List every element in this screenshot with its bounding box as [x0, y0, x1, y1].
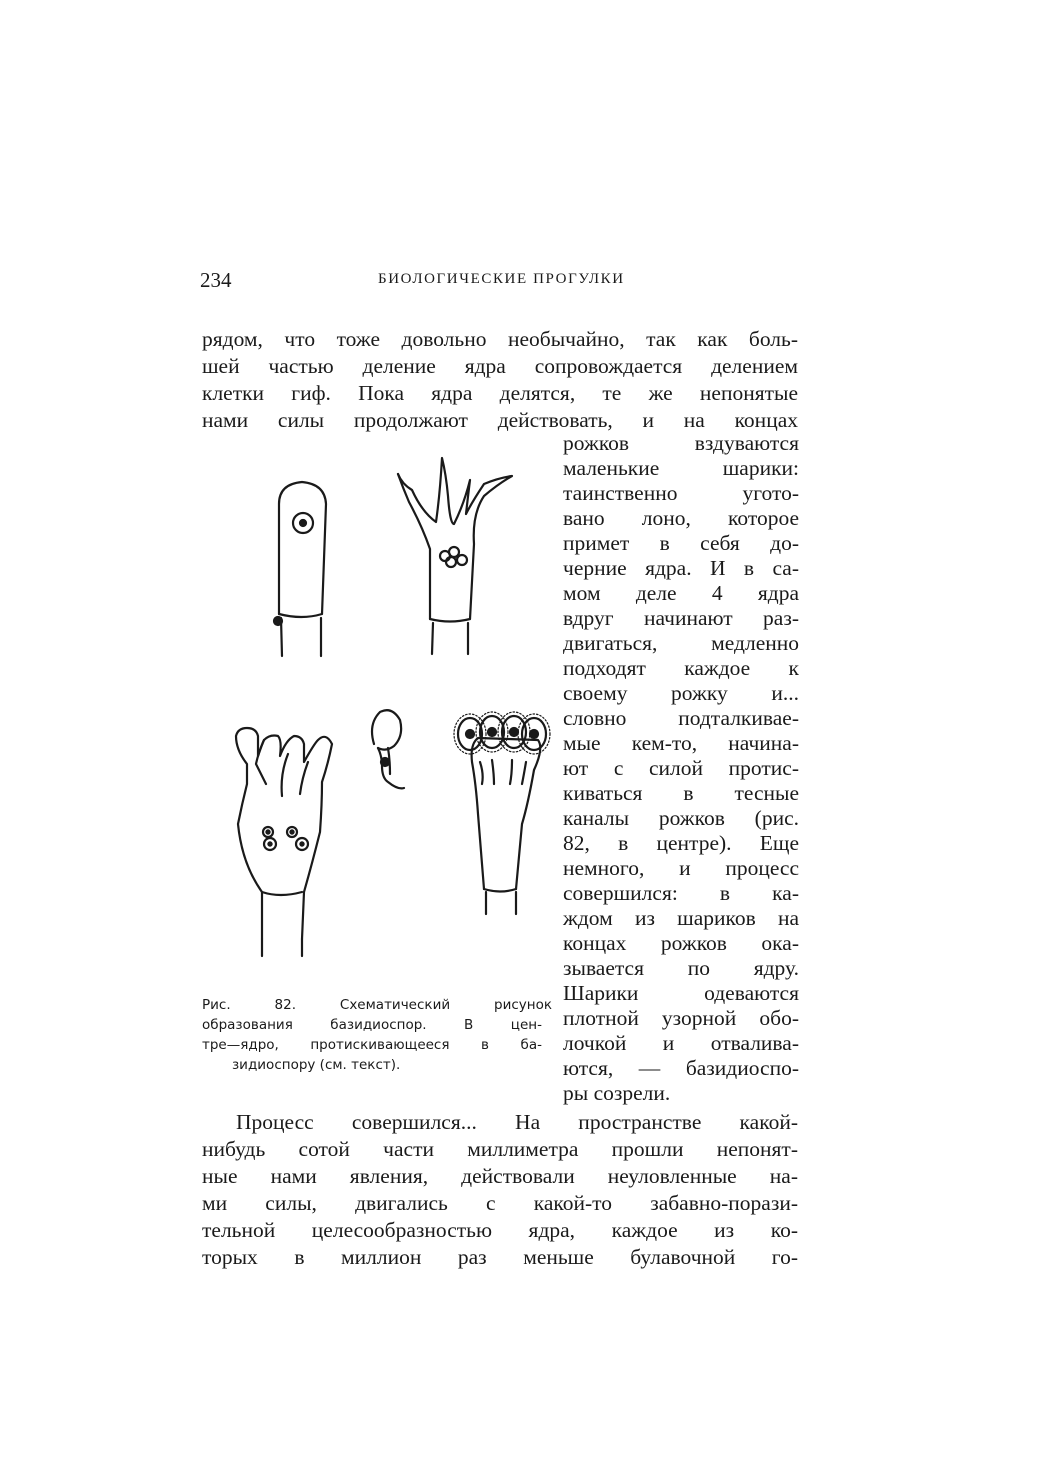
drawing-nucleus-entering-spore: [372, 710, 404, 788]
running-title: БИОЛОГИЧЕСКИЕ ПРОГУЛКИ: [378, 271, 625, 287]
side-text-line: Шарики одеваются: [563, 981, 799, 1005]
side-text-line: примет в себя до-: [563, 531, 799, 555]
side-text-line: совершился: в ка-: [563, 881, 799, 905]
side-text-line: маленькие шарики:: [563, 456, 799, 480]
side-text-line: немного, и процесс: [563, 856, 799, 880]
body-text-line: ми силы, двигались с какой-то забавно-порази-: [202, 1191, 798, 1215]
side-text-line: мые кем-то, начина-: [563, 731, 799, 755]
side-text-line: словно подталкивае-: [563, 706, 799, 730]
side-text-line: вано лоно, которое: [563, 506, 799, 530]
side-text-line: ры созрели.: [563, 1081, 671, 1105]
side-text-line: своему рожку и...: [563, 681, 799, 705]
figure-82: [222, 444, 552, 979]
side-text-line: лочкой и отвалива-: [563, 1031, 799, 1055]
drawing-swollen-tips: [236, 728, 332, 956]
side-text-line: ждом из шариков на: [563, 906, 799, 930]
side-text-line: концах рожков ока-: [563, 931, 799, 955]
drawing-mature-spores: [454, 712, 550, 914]
body-text-line: торых в миллион раз меньше булавочной го-: [202, 1245, 798, 1269]
drawing-young-basidium: [274, 482, 326, 656]
drawing-sterigmata: [398, 458, 512, 654]
page-number: 234: [200, 268, 232, 292]
body-text-line: тельной целесообразностью ядра, каждое из ко-: [202, 1218, 798, 1242]
body-text-line: нибудь сотой части миллиметра прошли непонят-: [202, 1137, 798, 1161]
body-text-line: ные нами явления, действовали неуловленные на-: [202, 1164, 798, 1188]
side-text-line: таинственно угото-: [563, 481, 799, 505]
side-text-line: ют с силой протис-: [563, 756, 799, 780]
body-text-line: клетки гиф. Пока ядра делятся, те же непонятые: [202, 381, 798, 405]
side-text-line: 82, в центре). Еще: [563, 831, 799, 855]
basidiospore-drawings: [222, 444, 552, 979]
side-text-line: мом деле 4 ядра: [563, 581, 799, 605]
side-text-line: вдруг начинают раз-: [563, 606, 799, 630]
figure-caption-line: тре—ядро, протискивающееся в ба-: [202, 1037, 542, 1053]
figure-caption-line: зидиоспору (см. текст).: [232, 1057, 401, 1073]
side-text-line: черние ядра. И в са-: [563, 556, 799, 580]
side-text-line: рожков вздуваются: [563, 431, 799, 455]
body-text-line: нами силы продолжают действовать, и на концах: [202, 408, 798, 432]
side-text-line: ются, — базидиоспо-: [563, 1056, 799, 1080]
body-text-line: рядом, что тоже довольно необычайно, так как боль-: [202, 327, 798, 351]
side-text-line: киваться в тесные: [563, 781, 799, 805]
figure-caption-line: образования базидиоспор. В цен-: [202, 1017, 542, 1033]
side-text-line: двигаться, медленно: [563, 631, 799, 655]
page-header: [200, 268, 810, 298]
side-text-line: плотной узорной обо-: [563, 1006, 799, 1030]
body-text-line: Процесс совершился... На пространстве какой-: [236, 1110, 798, 1134]
side-text-line: каналы рожков (рис.: [563, 806, 799, 830]
side-text-line: подходят каждое к: [563, 656, 799, 680]
side-text-line: зывается по ядру.: [563, 956, 799, 980]
body-text-line: шей частью деление ядра сопровождается делением: [202, 354, 798, 378]
figure-caption-line: Рис. 82. Схематический рисунок: [202, 997, 552, 1013]
